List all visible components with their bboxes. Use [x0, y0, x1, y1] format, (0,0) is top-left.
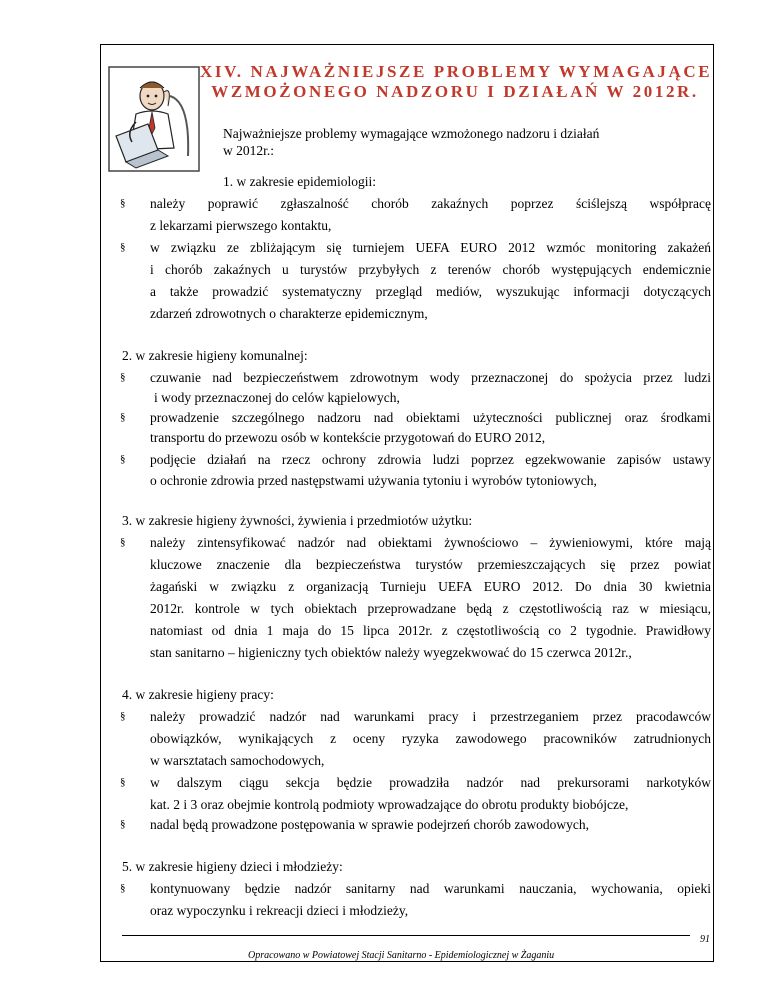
text-line: w warsztatach samochodowych, [150, 753, 325, 768]
text-line: natomiast od dnia 1 maja do 15 lipca 2012r. z częstotliwością co 2 tygodnie. Prawidłowy [150, 623, 711, 638]
bullet-icon: § [120, 536, 126, 548]
text-line: kluczowe znaczenie dla bezpieczeństwa turystów przemieszczających się przez powiat [150, 557, 711, 572]
section-heading: 4. w zakresie higieny pracy: [122, 687, 274, 702]
text-line: należy prowadzić nadzór nad warunkami pracy i przestrzeganiem przez pracodawców [150, 709, 711, 724]
bullet-icon: § [120, 371, 126, 383]
footer-text: Opracowano w Powiatowej Stacji Sanitarno - Epidemiologicznej w Żaganiu [248, 950, 555, 961]
text-line: i chorób zakaźnych u turystów przybyłych z terenów chorób występujących endemicznie [150, 262, 711, 277]
text-line: żagański w związku z organizacją Turnieju UEFA EURO 2012. Do dnia 30 kwietnia [150, 579, 711, 594]
intro-line-2: w 2012r.: [223, 143, 275, 158]
section-heading: 5. w zakresie higieny dzieci i młodzieży: [122, 859, 343, 874]
text-line: nadal będą prowadzone postępowania w sprawie podejrzeń chorób zawodowych, [150, 817, 589, 832]
title-line-2: WZMOŻONEGO NADZORU I DZIAŁAŃ W 2012R. [211, 82, 699, 101]
text-line: kontynuowany będzie nadzór sanitarny nad warunkami nauczania, wychowania, opieki [150, 881, 711, 896]
text-line: prowadzenie szczególnego nadzoru nad obiektami użyteczności publicznej oraz środkami [150, 410, 711, 425]
bullet-icon: § [120, 818, 126, 830]
text-line: podjęcie działań na rzecz ochrony zdrowia ludzi poprzez egzekwowanie zapisów ustawy [150, 452, 711, 467]
text-line: stan sanitarno – higieniczny tych obiektów należy wyegzekwować do 15 czerwca 2012r., [150, 645, 632, 660]
page-title [200, 62, 713, 102]
text-line: w dalszym ciągu sekcja będzie prowadziła nadzór nad prekursorami narkotyków [150, 775, 711, 790]
text-line: oraz wypoczynku i rekreacji dzieci i młodzieży, [150, 903, 409, 918]
bullet-icon: § [120, 776, 126, 788]
text-line: transportu do przewozu osób w kontekście przygotowań do EURO 2012, [150, 430, 546, 445]
section-heading: 3. w zakresie higieny żywności, żywienia i przedmiotów użytku: [122, 513, 473, 528]
bullet-icon: § [120, 710, 126, 722]
text-line: w związku ze zbliżającym się turniejem UEFA EURO 2012 wzmóc monitoring zakażeń [150, 240, 711, 255]
intro-paragraph [223, 125, 599, 159]
text-line: czuwanie nad bezpieczeństwem zdrowotnym wody przeznaczonej do spożycia przez ludzi [150, 370, 711, 385]
page-number: 91 [700, 934, 710, 945]
title-line-1: XIV. NAJWAŻNIEJSZE PROBLEMY WYMAGAJĄCE [200, 62, 713, 81]
text-line: o ochronie zdrowia przed następstwami używania tytoniu i wyrobów tytoniowych, [150, 473, 597, 488]
section-heading: 1. w zakresie epidemiologii: [223, 174, 376, 189]
text-line: i wody przeznaczonej do celów kąpielowych, [154, 390, 400, 405]
section-heading: 2. w zakresie higieny komunalnej: [122, 348, 308, 363]
bullet-icon: § [120, 882, 126, 894]
text-line: zdarzeń zdrowotnych o charakterze epidemicznym, [150, 306, 428, 321]
text-line: kat. 2 i 3 oraz obejmie kontrolą podmioty wprowadzające do obrotu produkty biobójcze, [150, 797, 629, 812]
text-line: z lekarzami pierwszego kontaktu, [150, 218, 332, 233]
footer-divider [122, 935, 690, 936]
man-with-laptop-illustration [108, 66, 200, 172]
intro-line-1: Najważniejsze problemy wymagające wzmożonego nadzoru i działań [223, 126, 600, 141]
text-line: 2012r. kontrole w tych obiektach przeprowadzane będą z częstotliwością raz w miesiącu, [150, 601, 711, 616]
bullet-icon: § [120, 453, 126, 465]
text-line: obowiązków, wynikających z oceny ryzyka zawodowego pracowników zatrudnionych [150, 731, 711, 746]
bullet-icon: § [120, 241, 126, 253]
bullet-icon: § [120, 197, 126, 209]
bullet-icon: § [120, 411, 126, 423]
text-line: należy poprawić zgłaszalność chorób zakaźnych poprzez ściślejszą współpracę [150, 196, 711, 211]
text-line: a także prowadzić systematyczny przegląd mediów, wyszukując informacji dotyczących [150, 284, 711, 299]
text-line: należy zintensyfikować nadzór nad obiektami żywnościowo – żywieniowymi, które mają [150, 535, 711, 550]
